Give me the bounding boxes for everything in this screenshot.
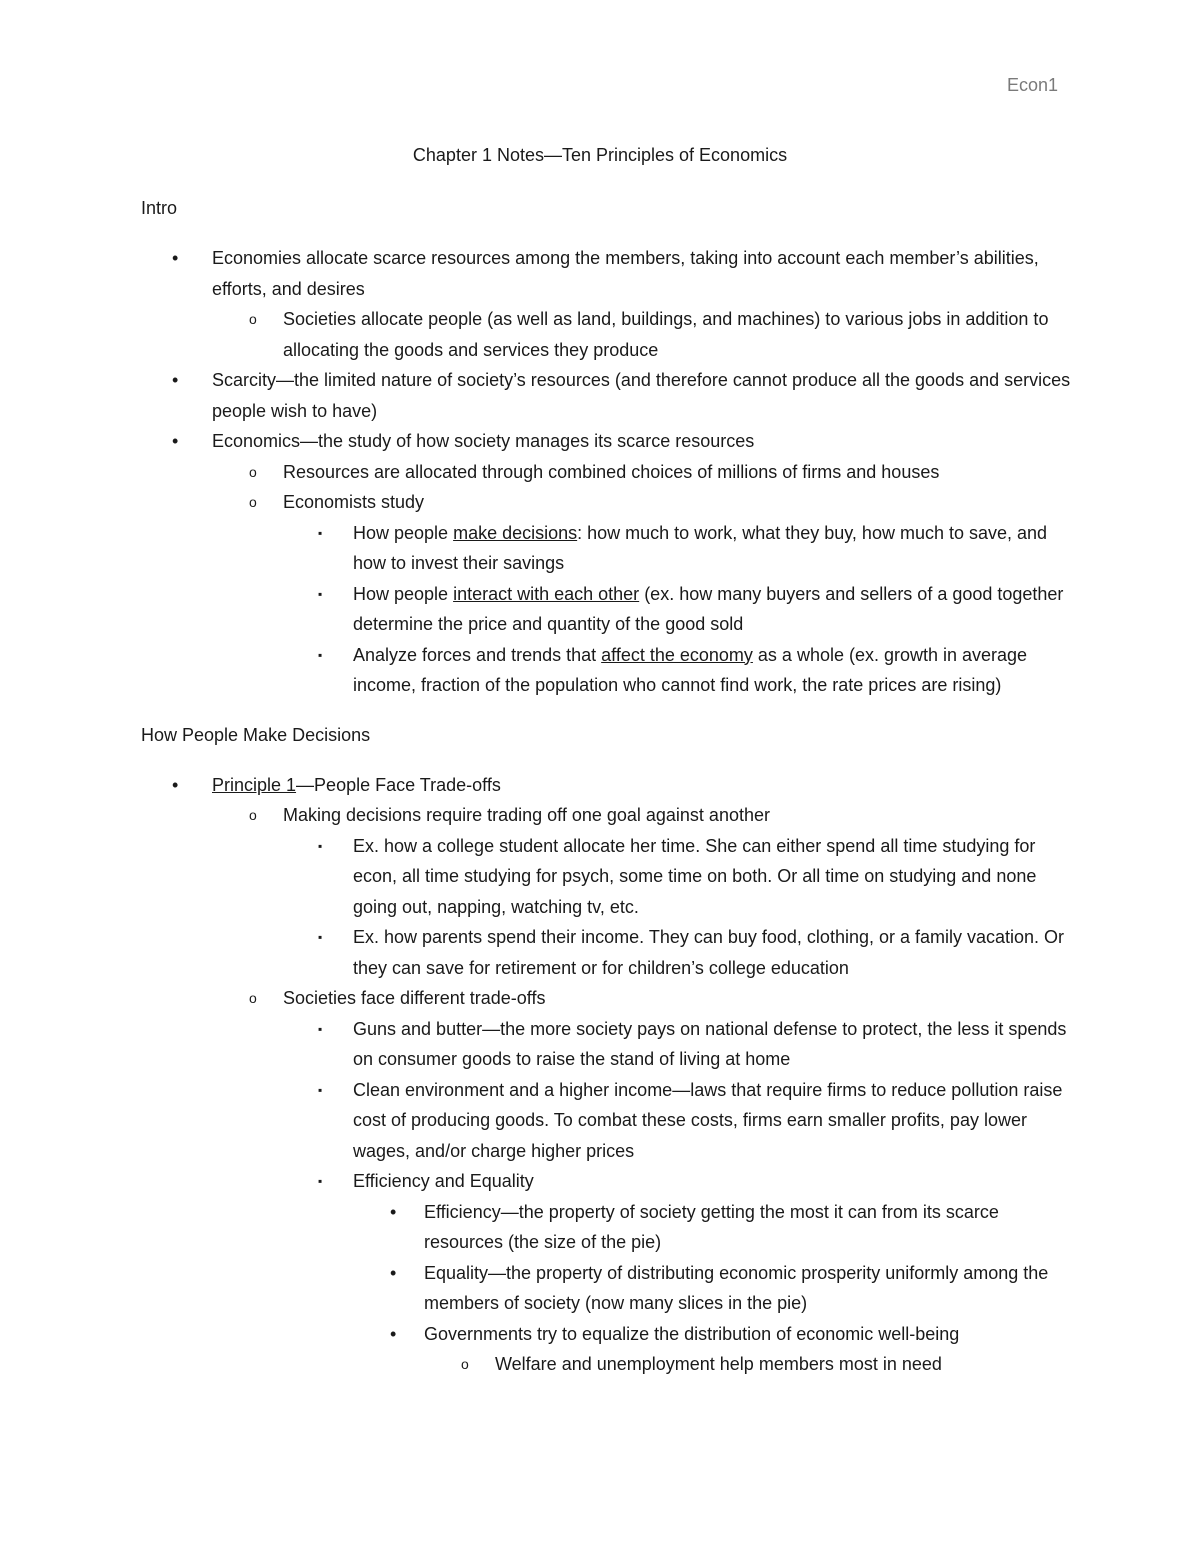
- list-item: o Economists study: [141, 487, 1071, 518]
- bullet-marker: ▪: [318, 1021, 323, 1036]
- bullet-marker: o: [249, 463, 257, 480]
- page-title: Chapter 1 Notes—Ten Principles of Economics: [412, 145, 788, 165]
- bullet-marker: •: [172, 774, 179, 795]
- bullet-marker: ▪: [318, 1082, 323, 1097]
- section-heading-decisions: How People Make Decisions: [141, 724, 371, 745]
- bullet-marker: ▪: [318, 930, 323, 944]
- list-item: • Efficiency—the property of society getting the most it can from its scarce resources (the size of the pie): [141, 1197, 1071, 1258]
- underlined-term: interact with each other: [453, 583, 640, 604]
- bullet-marker: •: [390, 1201, 397, 1222]
- underlined-term: affect the economy: [601, 644, 753, 665]
- list-item: ▪ How people make decisions: how much to work, what they buy, how much to save, and how to invest their savings: [141, 518, 1071, 579]
- list-item: • Economics—the study of how society manages its scarce resources: [141, 426, 1071, 457]
- bullet-marker: o: [461, 1356, 469, 1372]
- list-item: • Scarcity—the limited nature of society’s resources (and therefore cannot produce all the goods and services people wish to have): [141, 365, 1071, 426]
- bullet-marker: o: [249, 311, 257, 327]
- list-item: ▪ Ex. how parents spend their income. They can buy food, clothing, or a family vacation. Or they can save for retirement or for children’s college education: [141, 922, 1071, 983]
- section-heading-intro: Intro: [141, 198, 178, 218]
- list-item: ▪ Clean environment and a higher income—laws that require firms to reduce pollution raise cost of producing goods. To combat these costs, firms earn smaller profits, pay lower wages, and/or charge higher prices: [141, 1075, 1071, 1167]
- bullet-marker: •: [390, 1323, 397, 1344]
- document-body: [141, 193, 1071, 1380]
- list-item: o Welfare and unemployment help members most in need: [141, 1349, 1071, 1380]
- bullet-marker: o: [249, 494, 257, 510]
- list-item: • Governments try to equalize the distribution of economic well-being: [141, 1319, 1071, 1350]
- list-item: ▪ Guns and butter—the more society pays on national defense to protect, the less it spends on consumer goods to raise the stand of living at home: [141, 1014, 1071, 1075]
- bullet-marker: ▪: [318, 525, 323, 540]
- decisions-list: [141, 770, 1071, 1380]
- list-item: o Resources are allocated through combined choices of millions of firms and houses: [141, 457, 1071, 488]
- bullet-marker: •: [172, 370, 179, 390]
- bullet-marker: •: [172, 431, 179, 451]
- list-item: • Principle 1—People Face Trade-offs: [141, 770, 1071, 801]
- list-item: • Economies allocate scarce resources among the members, taking into account each member’s abilities, efforts, and desires: [141, 243, 1071, 304]
- list-item: ▪ How people interact with each other (ex. how many buyers and sellers of a good together determine the price and quantity of the good sold: [141, 579, 1071, 640]
- bullet-marker: ▪: [318, 1174, 323, 1188]
- intro-list: [141, 243, 1071, 701]
- list-item: o Societies allocate people (as well as land, buildings, and machines) to various jobs in addition to allocating the goods and services they produce: [141, 304, 1071, 365]
- list-item: o Societies face different trade-offs: [141, 983, 1071, 1014]
- bullet-marker: o: [249, 990, 257, 1006]
- page-header-label: Econ1: [1006, 75, 1058, 95]
- list-item: • Equality—the property of distributing economic prosperity uniformly among the members of society (now many slices in the pie): [141, 1258, 1071, 1319]
- list-item: ▪ Analyze forces and trends that affect the economy as a whole (ex. growth in average income, fraction of the population who cannot find work, the rate prices are rising): [141, 640, 1071, 701]
- bullet-marker: ▪: [318, 586, 323, 601]
- bullet-marker: •: [172, 248, 179, 268]
- list-item: ▪ Efficiency and Equality: [141, 1166, 1071, 1197]
- list-item: ▪ Ex. how a college student allocate her time. She can either spend all time studying for econ, all time studying for psych, some time on both. Or all time on studying and none going out, napping, watching tv, etc.: [141, 831, 1071, 923]
- underlined-term: Principle 1: [212, 774, 297, 795]
- bullet-marker: ▪: [318, 647, 323, 662]
- underlined-term: make decisions: [453, 522, 578, 543]
- bullet-marker: •: [390, 1262, 397, 1283]
- bullet-marker: ▪: [318, 838, 323, 853]
- list-item: o Making decisions require trading off one goal against another: [141, 800, 1071, 831]
- bullet-marker: o: [249, 807, 257, 823]
